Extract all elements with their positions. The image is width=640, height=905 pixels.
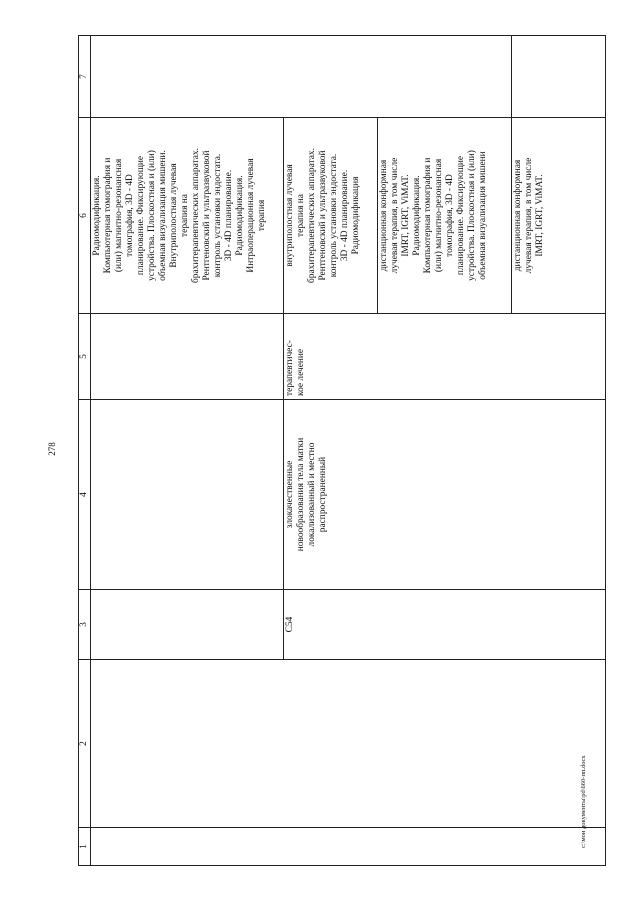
text-line: лучевая терапия, в том числе bbox=[524, 157, 534, 274]
text-line: томография, 3D - 4D bbox=[125, 174, 135, 257]
text-line: 3D - 4D планирование. bbox=[224, 169, 234, 262]
text-line: терапия bbox=[257, 199, 267, 232]
text-line: планирование. Фиксирующие bbox=[136, 155, 146, 276]
text-line: новообразования тела матки bbox=[296, 437, 306, 552]
text-line: объемная визуализация мишени bbox=[478, 151, 488, 280]
text-line: Интраоперационная лучевая bbox=[246, 158, 256, 273]
text-line: брахитерапевтических аппаратах. bbox=[191, 148, 201, 283]
header-cell-3: 3 bbox=[79, 590, 91, 660]
method-cell-top bbox=[91, 118, 284, 314]
page-number: 278 bbox=[47, 442, 57, 456]
text-line: лучевая терапия, в том числе bbox=[390, 157, 400, 274]
description-cell bbox=[284, 400, 606, 590]
text-line: объемная визуализация мишени. bbox=[158, 150, 168, 281]
header-cell-6: 6 bbox=[79, 118, 91, 314]
text-line: Внутриполостная лучевая bbox=[169, 163, 179, 268]
header-cell-7: 7 bbox=[79, 36, 91, 118]
text-line: IMRT, IGRT, ViMAT. bbox=[401, 174, 411, 257]
header-cell-5: 5 bbox=[79, 314, 91, 400]
rotated-table-container bbox=[78, 36, 603, 866]
header-row bbox=[79, 36, 91, 866]
text-line: Радиомодификация. bbox=[92, 175, 102, 256]
treatment-type-cell bbox=[284, 314, 606, 400]
text-line: устройства. Плоскостная и (или) bbox=[467, 150, 477, 281]
method-cell-2 bbox=[378, 118, 512, 314]
file-path: c:\мои документы\pd\660-пп.docx bbox=[580, 755, 587, 848]
data-table bbox=[78, 35, 606, 866]
text-line: (или) магнитно-резонансная bbox=[434, 158, 444, 273]
col5-cell-top bbox=[91, 314, 284, 400]
text-line: устройства. Плоскостная и (или) bbox=[147, 150, 157, 281]
text-line: Компьютерная томография и bbox=[103, 157, 113, 274]
table-row bbox=[91, 36, 284, 866]
text-line: томография, 3D - 4D bbox=[445, 174, 455, 257]
text-line: 3D - 4D планирование. bbox=[340, 169, 350, 262]
text-line: Радиомодификация bbox=[351, 176, 361, 255]
text-line: терапия на bbox=[296, 194, 306, 237]
text-line: Рентгеновский и ультразвуковой bbox=[318, 150, 328, 281]
header-cell-4: 4 bbox=[79, 400, 91, 590]
text-line: контроль установки эндостата. bbox=[213, 153, 223, 278]
col2-cell bbox=[91, 660, 606, 828]
header-cell-1: 1 bbox=[79, 828, 91, 866]
text-line: дистанционная конформная bbox=[379, 159, 389, 272]
text-line: Радиомодификация. bbox=[235, 175, 245, 256]
col3-cell-top bbox=[91, 590, 284, 660]
text-line: локализованный и местно bbox=[307, 442, 317, 547]
text-line: IMRT, IGRT, ViMAT. bbox=[535, 174, 545, 257]
text-line: Компьютерная томография и bbox=[423, 157, 433, 274]
col4-cell-top bbox=[91, 400, 284, 590]
text-line: планирование. Фиксирующие bbox=[456, 155, 466, 276]
text-line: Радиомодификация. bbox=[412, 175, 422, 256]
text-line: распространенный bbox=[318, 456, 328, 533]
text-line: внутриполостная лучевая bbox=[285, 164, 295, 267]
text-line: терапевтичес- bbox=[285, 340, 295, 396]
col7-cell-bottom bbox=[512, 36, 606, 118]
text-line: брахитерапевтических аппаратах. bbox=[307, 148, 317, 283]
text-line: терапия на bbox=[180, 194, 190, 237]
method-cell-1 bbox=[284, 118, 378, 314]
text-line: кое лечение bbox=[296, 348, 306, 396]
method-cell-3 bbox=[512, 118, 606, 314]
col1-cell bbox=[91, 828, 606, 866]
text-line: злокачественные bbox=[285, 460, 295, 529]
text-line: дистанционная конформная bbox=[513, 159, 523, 272]
text-line: контроль установки эндостата. bbox=[329, 153, 339, 278]
text-line: (или) магнитно-резонансная bbox=[114, 158, 124, 273]
text-line: Рентгеновский и ультразвуковой bbox=[202, 150, 212, 281]
header-cell-2: 2 bbox=[79, 660, 91, 828]
code-cell bbox=[284, 590, 606, 660]
col7-cell-top bbox=[91, 36, 512, 118]
diagnosis-code: C54 bbox=[285, 616, 295, 633]
